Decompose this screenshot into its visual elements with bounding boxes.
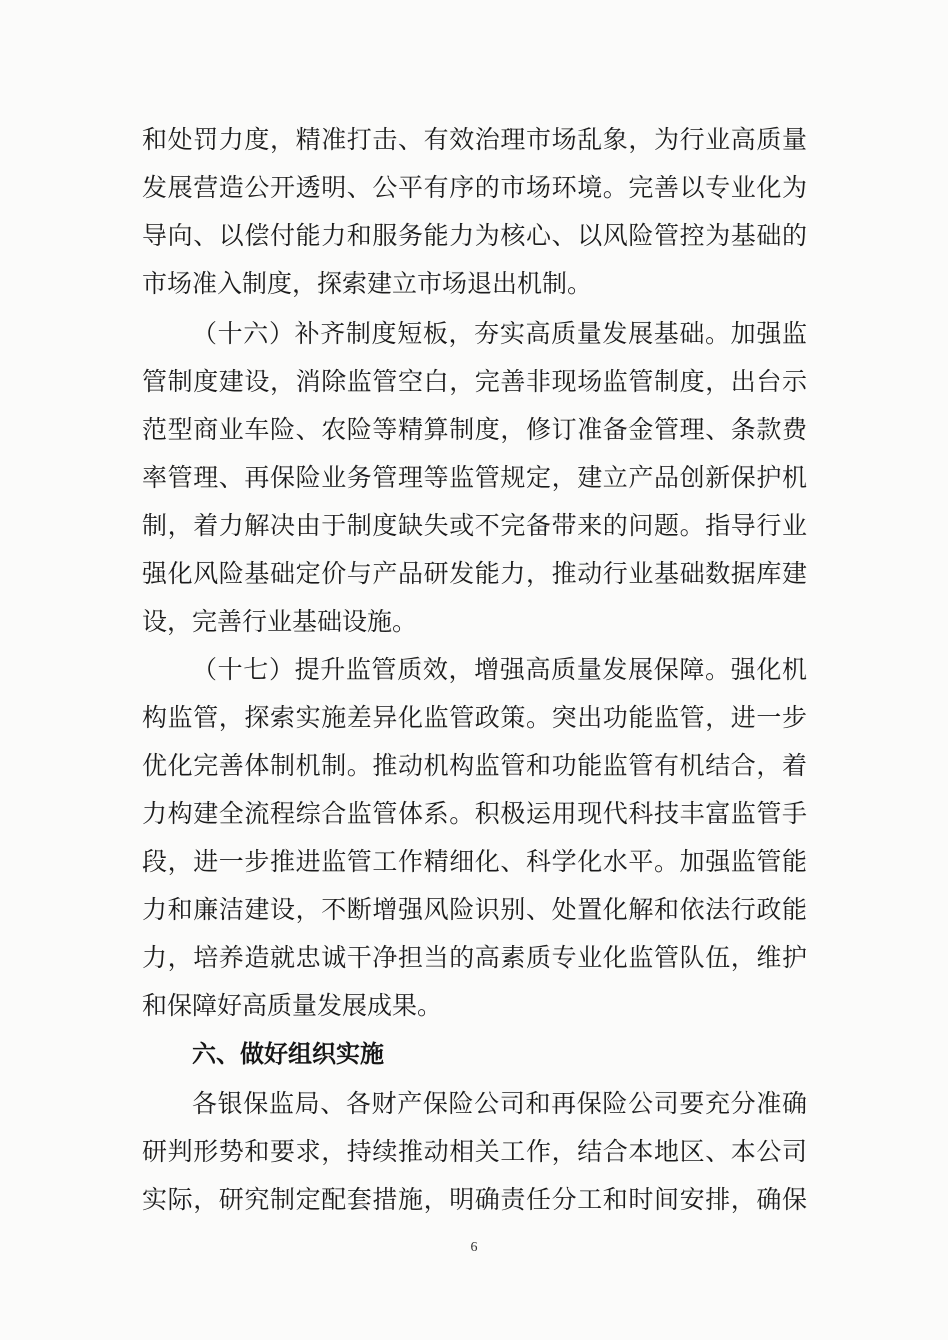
text-line: 发展营造公开透明、公平有序的市场环境。完善以专业化为: [142, 173, 807, 202]
text-line: 构监管，探索实施差异化监管政策。突出功能监管，进一步: [142, 703, 807, 732]
text-line: 实际，研究制定配套措施，明确责任分工和时间安排，确保: [142, 1185, 807, 1214]
text-line: （十七）提升监管质效，增强高质量发展保障。强化机: [192, 655, 807, 684]
page-number: 6: [470, 1240, 478, 1255]
text-line: 率管理、再保险业务管理等监管规定，建立产品创新保护机: [142, 463, 807, 492]
text-line: 力和廉洁建设，不断增强风险识别、处置化解和依法行政能: [142, 895, 807, 924]
text-line: 优化完善体制机制。推动机构监管和功能监管有机结合，着: [142, 751, 807, 780]
text-line: 研判形势和要求，持续推动相关工作，结合本地区、本公司: [142, 1137, 807, 1166]
section-heading: 六、做好组织实施: [192, 1040, 384, 1068]
text-line: 力构建全流程综合监管体系。积极运用现代科技丰富监管手: [142, 799, 807, 828]
text-line: （十六）补齐制度短板，夯实高质量发展基础。加强监: [192, 319, 807, 348]
text-line: 管制度建设，消除监管空白，完善非现场监管制度，出台示: [142, 367, 807, 396]
text-line: 范型商业车险、农险等精算制度，修订准备金管理、条款费: [142, 415, 807, 444]
text-line: 各银保监局、各财产保险公司和再保险公司要充分准确: [192, 1089, 807, 1118]
text-line: 市场准入制度，探索建立市场退出机制。: [142, 269, 593, 298]
text-line: 导向、以偿付能力和服务能力为核心、以风险管控为基础的: [142, 221, 807, 250]
text-line: 制，着力解决由于制度缺失或不完备带来的问题。指导行业: [142, 511, 807, 540]
text-line: 段，进一步推进监管工作精细化、科学化水平。加强监管能: [142, 847, 807, 876]
text-line: 力，培养造就忠诚干净担当的高素质专业化监管队伍，维护: [142, 943, 807, 972]
text-line: 强化风险基础定价与产品研发能力，推动行业基础数据库建: [142, 559, 807, 588]
text-line: 和处罚力度，精准打击、有效治理市场乱象，为行业高质量: [142, 125, 807, 154]
text-line: 和保障好高质量发展成果。: [142, 991, 443, 1020]
text-line: 设，完善行业基础设施。: [142, 607, 418, 636]
